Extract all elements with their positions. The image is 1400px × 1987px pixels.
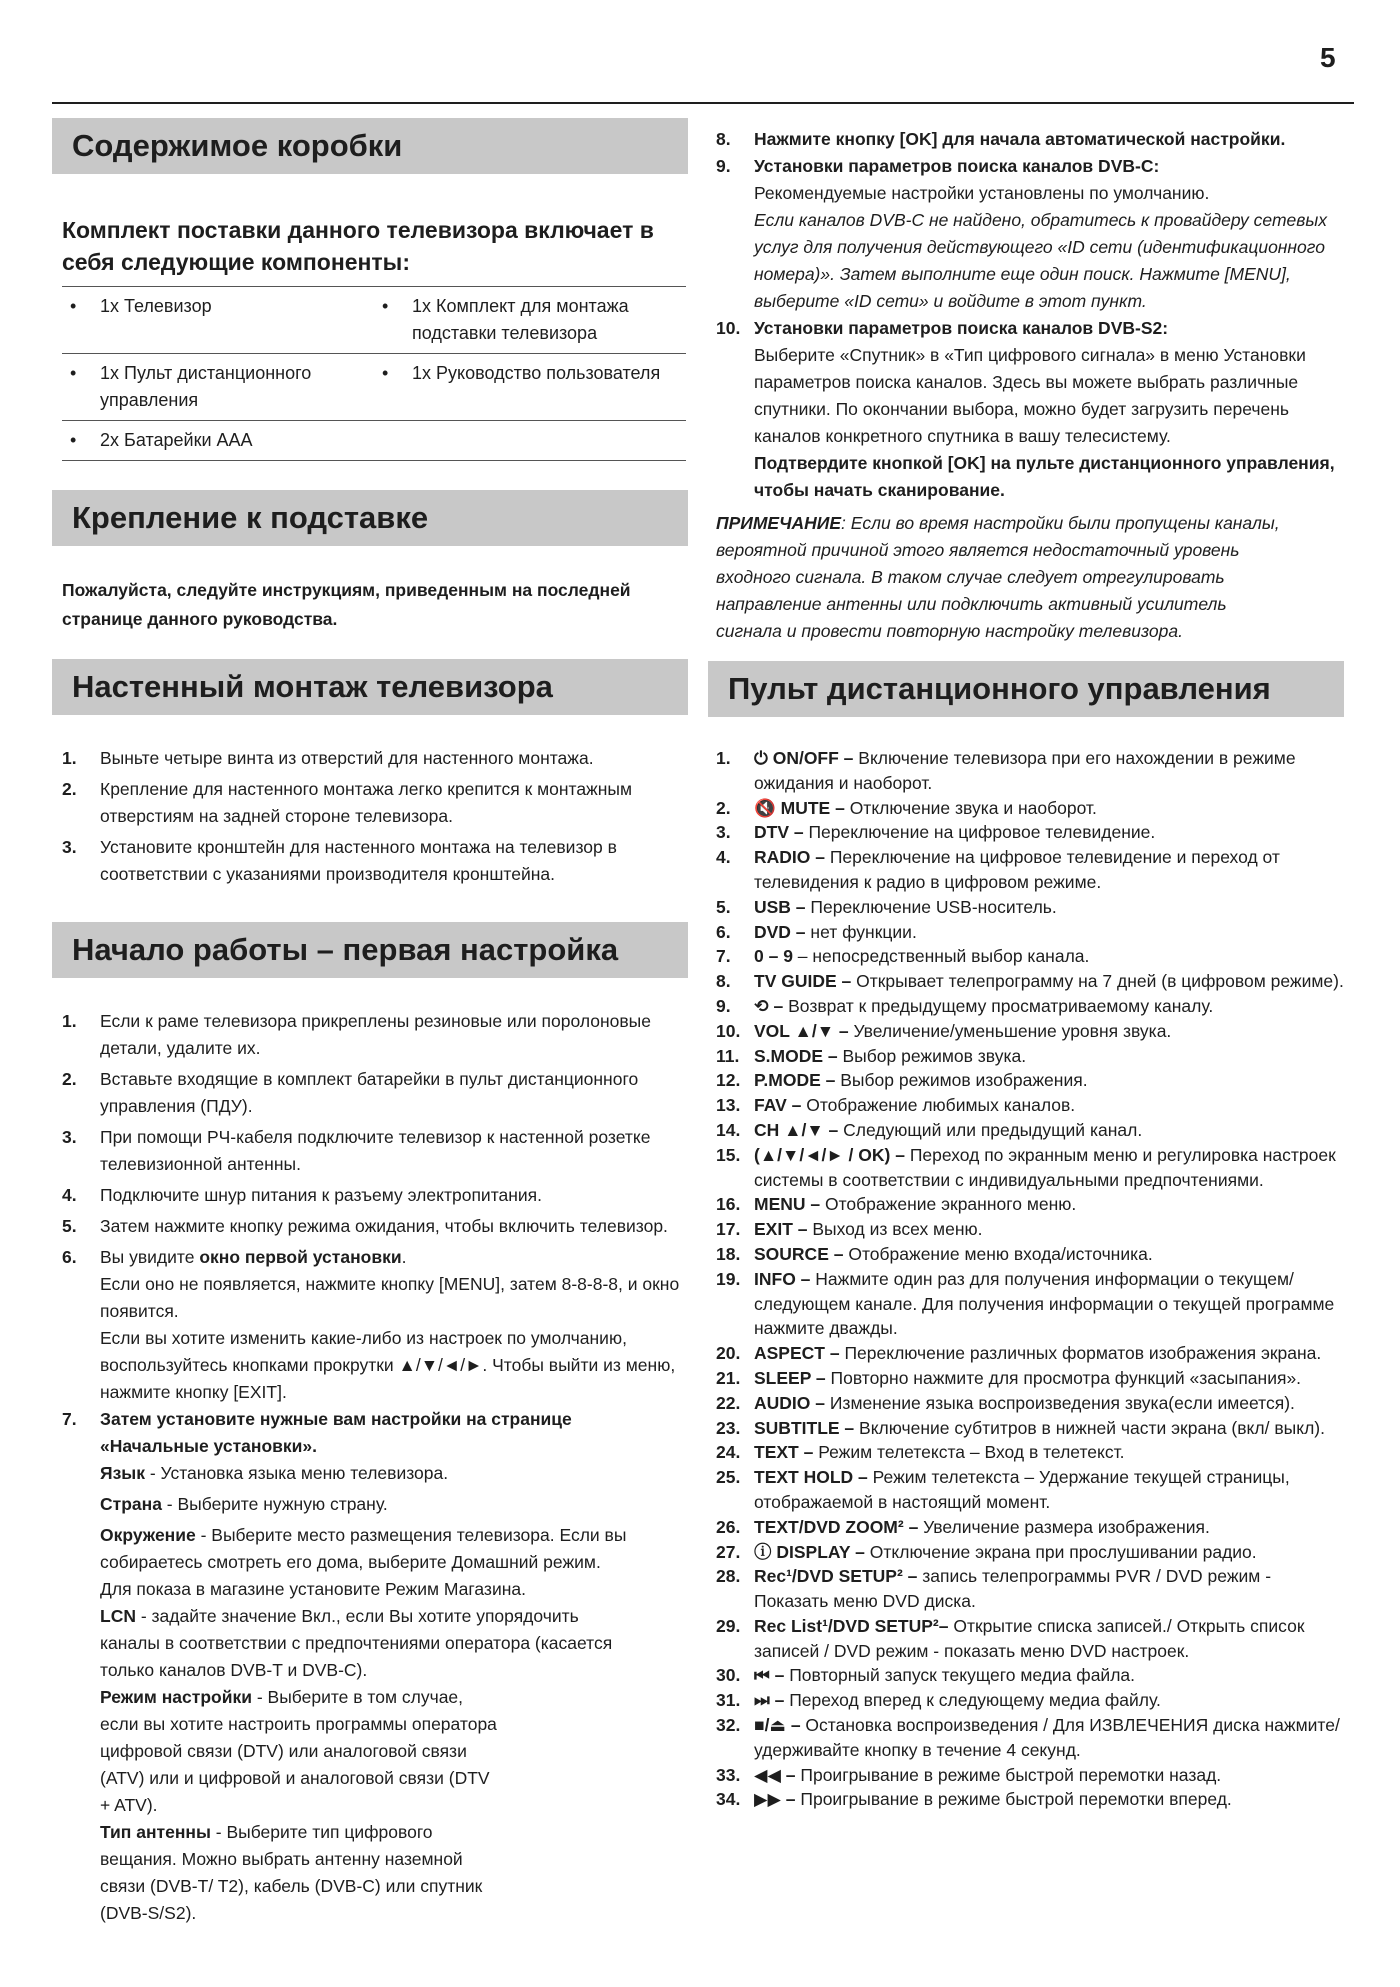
remote-item	[716, 1540, 1348, 1565]
list-item	[716, 126, 1348, 153]
remote-item	[716, 1763, 1348, 1788]
remote-key-description: нет функции.	[805, 921, 917, 942]
remote-key-label: ▶▶ –	[754, 1789, 796, 1810]
item-number: 6.	[62, 1247, 77, 1267]
remote-key-description: Открытие списка записей./ Открыть список записей / DVD режим - показать меню DVD настроек.	[754, 1615, 1305, 1661]
remote-item	[716, 1391, 1348, 1416]
item-number: 4.	[716, 847, 731, 868]
list-item: 1x Пульт дистанционного управления	[100, 363, 312, 410]
remote-key-description: Переход вперед к следующему медиа файлу.	[784, 1690, 1161, 1711]
stand-heading: Крепление к подставке	[52, 490, 688, 546]
item-number: 32.	[716, 1715, 741, 1736]
item-number: 11.	[716, 1045, 740, 1066]
bullet: •	[382, 363, 389, 383]
remote-item	[716, 845, 1348, 895]
param-label: Окружение	[100, 1525, 196, 1545]
item-number: 2.	[62, 1069, 77, 1089]
remote-key-label: VOL ▲/▼ –	[754, 1020, 849, 1041]
item-number: 14.	[716, 1119, 741, 1140]
item-text: Выньте четыре винта из отверстий для настенного монтажа.	[100, 748, 594, 768]
remote-key-description: Отключение экрана при прослушивании радио.	[864, 1541, 1257, 1562]
bullet: •	[70, 363, 77, 383]
param-label: Режим настройки	[100, 1687, 252, 1707]
item-number: 34.	[716, 1789, 741, 1810]
param-text: - задайте значение Вкл., если Вы хотите упорядочить каналы в соответствии с предпочтениями оператора (касается только каналов DVB-T и DVB-C).	[100, 1606, 613, 1680]
remote-item	[716, 1118, 1348, 1143]
item-number: 30.	[716, 1665, 741, 1686]
item-number: 4.	[62, 1185, 77, 1205]
remote-key-label: DVD –	[754, 921, 806, 942]
remote-key-label: Rec¹/DVD SETUP² –	[754, 1566, 918, 1587]
item-number: 2.	[62, 779, 77, 799]
item-text: Подтвердите кнопкой [OK] на пульте дистанционного управления, чтобы начать сканирование.	[754, 453, 1335, 500]
item-text: Если к раме телевизора прикреплены резиновые или поролоновые детали, удалите их.	[100, 1011, 651, 1058]
item-number: 31.	[716, 1690, 741, 1711]
param-label: LCN	[100, 1606, 136, 1626]
remote-key-description: Переход по экранным меню и регулировка настроек системы в соответствии с индивидуальными предпочтениями.	[754, 1144, 1336, 1190]
first-setup-window-label: окно первой установки	[199, 1247, 402, 1267]
remote-key-description: – непосредственный выбор канала.	[792, 946, 1090, 967]
item-text: Подключите шнур питания к разъему электропитания.	[100, 1185, 543, 1205]
setup-note	[716, 510, 1348, 645]
item-number: 5.	[62, 1216, 77, 1236]
table-row	[62, 286, 686, 354]
remote-item	[716, 820, 1348, 845]
remote-key-description: Отображение меню входа/источника.	[843, 1243, 1153, 1264]
first-setup-continued	[716, 126, 1348, 645]
item-number: 27.	[716, 1541, 741, 1562]
remote-item	[716, 1143, 1348, 1193]
remote-item	[716, 944, 1348, 969]
remote-key-label: 🔇 MUTE –	[754, 797, 845, 818]
item-number: 17.	[716, 1219, 741, 1240]
list-item	[62, 1066, 682, 1120]
item-text: Нажмите кнопку [OK] для начала автоматической настройки.	[754, 129, 1286, 149]
remote-key-description: Возврат к предыдущему просматриваемому каналу.	[783, 995, 1214, 1016]
remote-item	[716, 1713, 1348, 1763]
list-item	[62, 776, 682, 830]
item-heading: Установки параметров поиска каналов DVB-S2:	[754, 318, 1169, 338]
remote-key-label: ■/⏏ –	[754, 1715, 801, 1736]
item-text: Крепление для настенного монтажа легко крепится к монтажным отверстиям на задней стороне телевизора.	[100, 779, 633, 826]
remote-key-description: Повторный запуск текущего медиа файла.	[784, 1665, 1136, 1686]
item-number: 7.	[62, 1409, 77, 1429]
item-heading: Затем установите нужные вам настройки на странице «Начальные установки».	[100, 1409, 572, 1456]
remote-key-description: Следующий или предыдущий канал.	[838, 1119, 1143, 1140]
item-number: 6.	[716, 921, 731, 942]
remote-item	[716, 1217, 1348, 1242]
remote-item	[716, 969, 1348, 994]
item-number: 8.	[716, 971, 731, 992]
param-text: - Выберите нужную страну.	[161, 1494, 388, 1514]
remote-key-description: Переключение на цифровое телевидение и переход от телевидения к радио в цифровом режиме.	[754, 847, 1280, 892]
header-rule	[52, 102, 1354, 104]
remote-key-label: ◀◀ –	[754, 1764, 796, 1785]
list-item	[62, 1124, 682, 1178]
item-number: 7.	[716, 946, 731, 967]
remote-key-description: Выбор режимов звука.	[837, 1045, 1027, 1066]
remote-item	[716, 1688, 1348, 1713]
remote-key-label: P.MODE –	[754, 1070, 836, 1091]
param-text: - Установка языка меню телевизора.	[144, 1463, 449, 1483]
param-label: Тип антенны	[100, 1822, 211, 1842]
remote-key-label: ⓘ DISPLAY –	[754, 1541, 865, 1562]
remote-item	[716, 1242, 1348, 1267]
list-item	[62, 1213, 682, 1240]
remote-item	[716, 994, 1348, 1019]
remote-key-description: Отключение звука и наоборот.	[844, 797, 1097, 818]
remote-item	[716, 920, 1348, 945]
remote-item	[716, 1068, 1348, 1093]
remote-key-description: Переключение USB-носитель.	[805, 896, 1057, 917]
list-item	[62, 745, 682, 772]
item-number: 16.	[716, 1194, 741, 1215]
remote-key-description: Переключение различных форматов изображения экрана.	[839, 1343, 1322, 1364]
item-number: 1.	[716, 748, 731, 768]
remote-item	[716, 1787, 1348, 1812]
box-contents-heading: Содержимое коробки	[52, 118, 688, 174]
note-label: ПРИМЕЧАНИЕ	[716, 513, 842, 533]
item-text: .	[401, 1247, 407, 1267]
remote-key-description: Режим телетекста – Вход в телетекст.	[813, 1442, 1125, 1463]
item-number: 9.	[716, 156, 731, 176]
remote-key-description: Включение субтитров в нижней части экрана (вкл/ выкл).	[854, 1417, 1325, 1438]
remote-item	[716, 1019, 1348, 1044]
remote-item	[716, 1440, 1348, 1465]
remote-key-label: TEXT/DVD ZOOM² –	[754, 1516, 919, 1537]
item-number: 3.	[62, 1127, 77, 1147]
list-item	[716, 315, 1348, 504]
list-item	[62, 1244, 682, 1406]
remote-item	[716, 1465, 1348, 1515]
list-item	[62, 1406, 682, 1927]
remote-key-label: ⏻ ON/OFF –	[754, 748, 854, 768]
remote-key-label: EXIT –	[754, 1219, 808, 1240]
remote-key-label: AUDIO –	[754, 1392, 825, 1413]
remote-key-description: Выбор режимов изображения.	[835, 1070, 1088, 1091]
item-number: 9.	[716, 995, 731, 1016]
item-number: 10.	[716, 1020, 741, 1041]
box-contents-intro: Комплект поставки данного телевизора включает в себя следующие компоненты:	[62, 217, 654, 275]
list-item: 1x Руководство пользователя	[412, 363, 661, 383]
remote-key-label: SUBTITLE –	[754, 1417, 855, 1438]
remote-item	[716, 1267, 1348, 1341]
remote-item	[716, 746, 1348, 796]
remote-item	[716, 1416, 1348, 1441]
remote-item	[716, 1044, 1348, 1069]
wall-mount-heading: Настенный монтаж телевизора	[52, 659, 688, 715]
item-text: Установите кронштейн для настенного монтажа на телевизор в соответствии с указаниями производителя кронштейна.	[100, 837, 617, 884]
remote-key-label: TV GUIDE –	[754, 971, 852, 992]
wall-mount-list	[62, 745, 682, 888]
first-setup-heading: Начало работы – первая настройка	[52, 922, 688, 978]
item-number: 3.	[62, 837, 77, 857]
item-number: 33.	[716, 1764, 741, 1785]
item-number: 2.	[716, 797, 731, 818]
item-number: 12.	[716, 1070, 741, 1091]
remote-key-label: ⏮ –	[754, 1665, 785, 1686]
remote-key-description: Проигрывание в режиме быстрой перемотки назад.	[795, 1764, 1222, 1785]
remote-key-description: Режим телетекста – Удержание текущей страницы, отображаемой в настоящий момент.	[754, 1467, 1290, 1512]
item-number: 13.	[716, 1095, 741, 1116]
remote-key-description: Переключение на цифровое телевидение.	[803, 822, 1156, 843]
remote-key-label: TEXT HOLD –	[754, 1467, 868, 1488]
remote-key-label: SLEEP –	[754, 1367, 826, 1388]
item-text: Затем нажмите кнопку режима ожидания, чтобы включить телевизор.	[100, 1216, 668, 1236]
item-number: 15.	[716, 1144, 741, 1165]
item-text: Если оно не появляется, нажмите кнопку [MENU], затем 8-8-8-8, и окно появится.	[100, 1274, 680, 1321]
item-number: 29.	[716, 1615, 741, 1636]
remote-key-label: INFO –	[754, 1268, 811, 1289]
item-number: 23.	[716, 1417, 741, 1438]
list-item	[62, 1008, 682, 1062]
remote-key-label: ASPECT –	[754, 1343, 840, 1364]
remote-key-description: Отображение любимых каналов.	[801, 1095, 1076, 1116]
list-item: 1x Телевизор	[100, 296, 212, 316]
bullet: •	[382, 296, 389, 316]
remote-key-label: SOURCE –	[754, 1243, 844, 1264]
item-text: Вставьте входящие в комплект батарейки в пульт дистанционного управления (ПДУ).	[100, 1069, 639, 1116]
remote-key-description: Выход из всех меню.	[807, 1219, 983, 1240]
item-number: 19.	[716, 1268, 741, 1289]
item-number: 22.	[716, 1392, 741, 1413]
param-label: Страна	[100, 1494, 162, 1514]
item-text: При помощи РЧ-кабеля подключите телевизор к настенной розетке телевизионной антенны.	[100, 1127, 651, 1174]
note-text: : Если во время настройки были пропущены каналы, вероятной причиной этого является недостаточный уровень входного сигнала. В таком случае следует отрегулировать направление антенны или подключить активный усилитель сигнала и провести повторную настройку телевизора.	[716, 513, 1280, 641]
table-row	[62, 421, 686, 461]
remote-item	[716, 1614, 1348, 1664]
remote-item	[716, 895, 1348, 920]
item-number: 20.	[716, 1343, 741, 1364]
list-item: 2x Батарейки AAA	[100, 430, 253, 450]
remote-key-description: Остановка воспроизведения / Для ИЗВЛЕЧЕНИЯ диска нажмите/удерживайте кнопку в течение 4 секунд.	[754, 1715, 1340, 1760]
remote-key-description: Нажмите один раз для получения информации о текущем/ следующем канале. Для получения информации о текущей программе нажмите дважды.	[754, 1268, 1335, 1339]
remote-key-label: DTV –	[754, 822, 804, 843]
first-setup-list	[62, 1008, 682, 1927]
remote-key-description: Открывает телепрограмму на 7 дней (в цифровом режиме).	[851, 971, 1344, 992]
item-number: 21.	[716, 1367, 741, 1388]
remote-key-label: (▲/▼/◄/► / OK) –	[754, 1144, 905, 1165]
param-label: Язык	[100, 1463, 145, 1483]
list-item	[716, 153, 1348, 315]
remote-key-label: ⏭ –	[754, 1690, 785, 1711]
remote-heading: Пульт дистанционного управления	[708, 661, 1344, 717]
remote-key-description: Отображение экранного меню.	[820, 1194, 1077, 1215]
item-number: 26.	[716, 1516, 741, 1537]
remote-key-label: 0 – 9	[754, 946, 793, 967]
list-item	[62, 1182, 682, 1209]
remote-key-label: S.MODE –	[754, 1045, 838, 1066]
remote-item	[716, 1341, 1348, 1366]
remote-item	[716, 1093, 1348, 1118]
item-number: 1.	[62, 1011, 77, 1031]
remote-item	[716, 1192, 1348, 1217]
remote-item	[716, 1663, 1348, 1688]
bullet: •	[70, 296, 77, 316]
remote-item	[716, 1515, 1348, 1540]
item-number: 25.	[716, 1467, 741, 1488]
param-text: - Выберите в том случае, если вы хотите настроить программы оператора цифровой связи (DTV) или аналоговой связи (ATV) или и цифровой и аналоговой связи (DTV + ATV).	[100, 1687, 497, 1815]
param-text: - Выберите тип цифрового вещания. Можно выбрать антенну наземной связи (DVB-T/ T2), кабель (DVB-C) или спутник (DVB-S/S2).	[100, 1822, 483, 1923]
table-row	[62, 354, 686, 421]
item-number: 18.	[716, 1243, 741, 1264]
item-number: 3.	[716, 822, 731, 843]
item-number: 8.	[716, 129, 731, 149]
page-number: 5	[1320, 42, 1336, 73]
remote-key-description: Проигрывание в режиме быстрой перемотки вперед.	[795, 1789, 1232, 1810]
remote-key-label: CH ▲/▼ –	[754, 1119, 839, 1140]
remote-key-description: Увеличение размера изображения.	[918, 1516, 1210, 1537]
remote-key-label: MENU –	[754, 1194, 821, 1215]
remote-key-label: RADIO –	[754, 847, 825, 868]
remote-list	[716, 746, 1348, 1812]
item-number: 24.	[716, 1442, 741, 1463]
item-number: 1.	[62, 748, 77, 768]
item-number: 5.	[716, 896, 731, 917]
item-text: Рекомендуемые настройки установлены по умолчанию.	[754, 183, 1210, 203]
item-number: 28.	[716, 1566, 741, 1587]
remote-item	[716, 1564, 1348, 1614]
item-note: Если каналов DVB-C не найдено, обратитесь к провайдеру сетевых услуг для получения действующего «ID сети (идентификационного номера)». Затем выполните еще один поиск. Нажмите [MENU], выберите «ID сети» и войдите в этот пункт.	[754, 210, 1328, 311]
remote-key-label: Rec List¹/DVD SETUP²–	[754, 1615, 949, 1636]
param-text: - Выберите место размещения телевизора. Если вы собираетесь смотреть его дома, выберите Домашний режим. Для показа в магазине установите Режим Магазина.	[100, 1525, 627, 1599]
item-text: Выберите «Спутник» в «Тип цифрового сигнала» в меню Установки параметров поиска каналов. Здесь вы можете выбрать различные спутники. По окончании выбора, можно будет загрузить перечень каналов конкретного спутника в вашу телесистему.	[754, 345, 1306, 446]
item-text: Если вы хотите изменить какие-либо из настроек по умолчанию, воспользуйтесь кнопками прокрутки ▲/▼/◄/►. Чтобы выйти из меню, нажмите кнопку [EXIT].	[100, 1328, 676, 1402]
remote-key-description: Изменение языка воспроизведения звука(если имеется).	[824, 1392, 1295, 1413]
list-item	[62, 834, 682, 888]
item-heading: Установки параметров поиска каналов DVB-C:	[754, 156, 1160, 176]
bullet: •	[70, 430, 77, 450]
remote-key-label: FAV –	[754, 1095, 802, 1116]
stand-text: Пожалуйста, следуйте инструкциям, приведенным на последней странице данного руководства.	[62, 580, 631, 629]
remote-item	[716, 796, 1348, 821]
remote-key-description: Включение телевизора при его нахождении в режиме ожидания и наоборот.	[754, 748, 1296, 793]
remote-key-description: запись телепрограммы PVR / DVD режим - Показать меню DVD диска.	[754, 1566, 1272, 1612]
item-text: Вы увидите	[100, 1247, 200, 1267]
remote-key-description: Повторно нажмите для просмотра функций «засыпания».	[825, 1367, 1302, 1388]
remote-item	[716, 1366, 1348, 1391]
item-number: 10.	[716, 318, 741, 338]
remote-key-label: TEXT –	[754, 1442, 814, 1463]
remote-key-label: ⟲ –	[754, 995, 784, 1016]
remote-key-description: Увеличение/уменьшение уровня звука.	[848, 1020, 1172, 1041]
box-contents-table	[62, 286, 686, 461]
remote-key-label: USB –	[754, 896, 806, 917]
list-item: 1x Комплект для монтажа подставки телевизора	[412, 296, 629, 343]
